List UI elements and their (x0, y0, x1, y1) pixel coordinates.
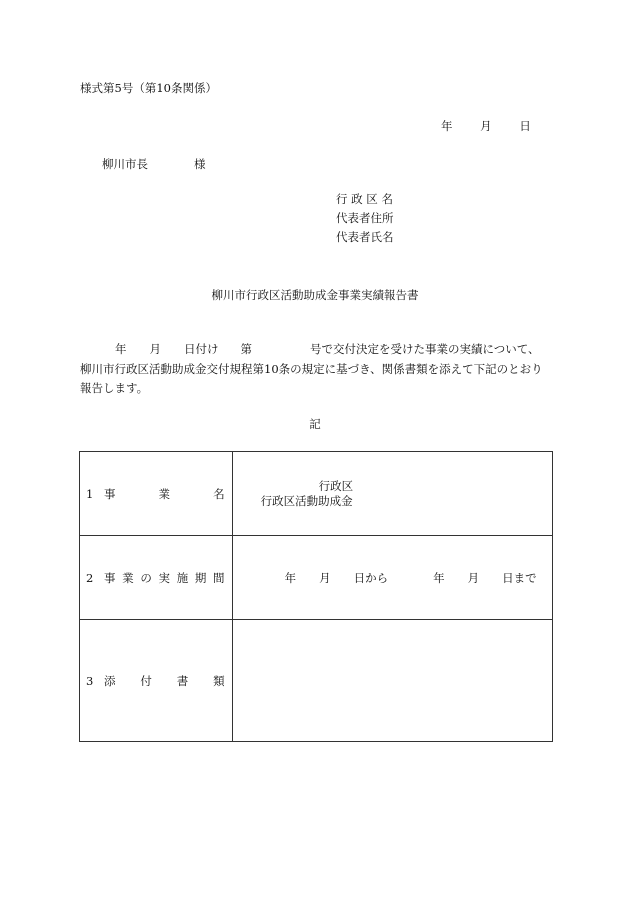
body-year: 年 (115, 342, 127, 356)
report-table (79, 451, 553, 742)
label-char: 間 (213, 570, 225, 585)
report-date (441, 118, 531, 134)
period-from-year: 年 (284, 570, 297, 585)
label-text (104, 486, 225, 502)
row-value[interactable] (232, 536, 552, 620)
row-value[interactable] (232, 620, 552, 742)
period-to-month: 月 (467, 570, 480, 585)
period-to-day: 日まで (502, 570, 537, 585)
date-day: 日 (519, 119, 531, 133)
date-year: 年 (441, 119, 453, 133)
period-to-year: 年 (433, 570, 445, 585)
label-char: 事 (104, 486, 116, 501)
label-char: 添 (104, 673, 116, 688)
body-line-3: 報告します。 (80, 381, 149, 395)
body-dai: 第 (240, 342, 252, 356)
label-char: 名 (213, 486, 225, 501)
period-from-day: 日から (353, 570, 389, 585)
applicant-name-label: 代表者氏名 (336, 230, 394, 244)
row-number: 1 (86, 486, 94, 501)
label-char: 業 (158, 486, 171, 501)
form-number: 様式第5号（第10条関係） (80, 81, 217, 95)
label-char: 施 (176, 570, 189, 585)
body-dated: 日付け (184, 342, 219, 356)
label-char: 業 (122, 570, 134, 585)
ki-heading: 記 (309, 417, 321, 431)
body-line-2: 柳川市行政区活動助成金交付規程第10条の規定に基づき、関係書類を添えて下記のとおり (80, 362, 543, 376)
label-char: 類 (213, 673, 225, 688)
table-row (80, 452, 553, 536)
row-label (80, 536, 233, 620)
row-label (80, 620, 233, 742)
label-text (104, 673, 225, 689)
applicant-block (336, 190, 394, 247)
addressee-name: 柳川市長 (102, 157, 148, 171)
document-title: 柳川市行政区活動助成金事業実績報告書 (211, 288, 419, 302)
body-month: 月 (149, 342, 161, 356)
row-number: 3 (86, 673, 94, 688)
project-name: 行政区活動助成金 (260, 493, 353, 508)
body-line-1 (80, 341, 540, 357)
row-value[interactable] (232, 452, 552, 536)
body-line1-rest: 号で交付決定を受けた事業の実績について、 (310, 342, 540, 356)
label-char: 付 (140, 673, 152, 688)
applicant-district-label: 行 政 区 名 (336, 192, 393, 206)
row-label (80, 452, 233, 536)
table-row (80, 536, 553, 620)
date-month: 月 (480, 119, 492, 133)
addressee (102, 156, 206, 172)
applicant-address-label: 代表者住所 (336, 211, 394, 225)
table-row (80, 620, 553, 742)
label-char: 実 (158, 570, 171, 585)
label-char: 書 (176, 673, 189, 688)
row-number: 2 (86, 570, 94, 585)
project-district: 行政区 (318, 478, 354, 493)
label-char: 期 (194, 570, 207, 585)
period-from-month: 月 (319, 570, 331, 585)
period-range (233, 570, 552, 586)
label-char: 事 (104, 570, 116, 585)
label-char: の (140, 570, 152, 585)
addressee-honorific: 様 (194, 157, 206, 171)
label-text (104, 570, 225, 586)
